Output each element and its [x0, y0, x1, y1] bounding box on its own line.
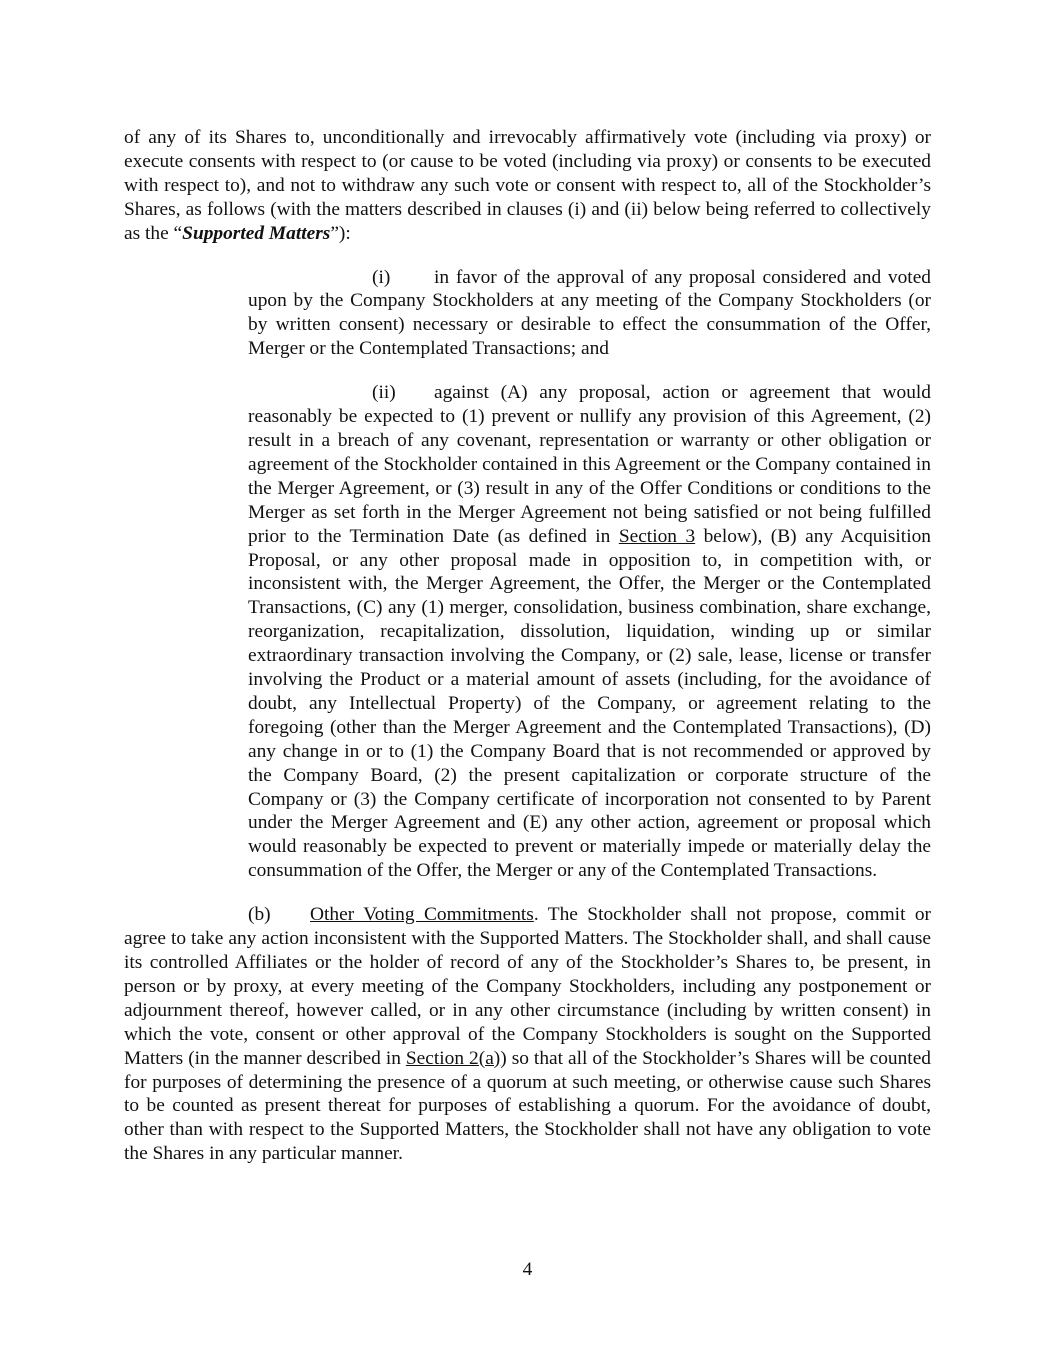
page-number: 4	[522, 1259, 533, 1280]
section-b-heading-punct: .	[533, 904, 539, 926]
clause-i-text: in favor of the approval of any proposal considered and voted upon by the Company Stockholders at any meeting of the Company Stockholders (or by written consent) necessary or desirable to effect the consummation of the Offer, Merger or the Contemplated Transactions; and	[248, 266, 931, 360]
section-b-number: (b)	[248, 904, 271, 926]
section-b-text-end: ) so that all of the Stockholder’s Shares will be counted for purposes of determining the presence of a quorum at such meeting, or otherwise cause such Shares to be counted as present thereat for purposes of establishing a quorum. For the avoidance of doubt, other than with respect to the Supported Matters, the Stockholder shall not have any obligation to vote the Shares in any particular manner.	[124, 1047, 931, 1165]
defined-term-supported-matters: Supported Matters	[182, 222, 331, 244]
clause-i	[248, 266, 931, 362]
document-page	[124, 126, 931, 1166]
clause-i-number: (i)	[372, 266, 391, 288]
section-b-text: The Stockholder shall not propose, commit or agree to take any action inconsistent with the Supported Matters. The Stockholder shall, and shall cause its controlled Affiliates or the holder of record of any of the Stockholder’s Shares to, be present, in person or by proxy, at every meeting of the Company Stockholders, including any postponement or adjournment thereof, however called, or in any other circumstance (including by written consent) in which the vote, consent or other approval of the Company Stockholders is sought on the Supported Matters (in the manner described in	[124, 904, 931, 1069]
clause-ii	[248, 381, 931, 883]
section-3-reference: Section 3	[618, 525, 696, 547]
intro-paragraph	[124, 126, 931, 246]
section-b-paragraph	[124, 903, 931, 1166]
intro-text: of any of its Shares to, unconditionally and irrevocably affirmatively vote (including via proxy) or execute consents with respect to (or cause to be voted (including via proxy) or consents to be executed with respect to), and not to withdraw any such vote or consent with respect to, all of the Stockholder’s Shares, as follows (with the matters described in clauses (i) and (ii) below being referred to collectively as the “	[124, 127, 931, 244]
section-b-heading: Other Voting Commitments	[310, 904, 534, 926]
intro-text-end: ”):	[330, 222, 351, 244]
clause-ii-text: against (A) any proposal, action or agreement that would reasonably be expected to (1) prevent or nullify any provision of this Agreement, (2) result in a breach of any covenant, representation or warranty or other obligation or agreement of the Stockholder contained in this Agreement or the Company contained in the Merger Agreement, or (3) result in any of the Offer Conditions or conditions to the Merger as set forth in the Merger Agreement not being satisfied or not being fulfilled prior to the Termination Date (as defined in	[248, 382, 931, 547]
clause-ii-text-end: below), (B) any Acquisition Proposal, or any other proposal made in opposition to, in competition with, or inconsistent with, the Merger Agreement, the Offer, the Merger or the Contemplated Transactions, (C) any (1) merger, consolidation, business combination, share exchange, reorganization, recapitalization, dissolution, liquidation, winding up or similar extraordinary transaction involving the Company, or (2) sale, lease, license or transfer involving the Product or a material amount of assets (including, for the avoidance of doubt, any Intellectual Property) of the Company, or agreement relating to the foregoing (other than the Merger Agreement and the Contemplated Transactions), (D) any change in or to (1) the Company Board that is not recommended or approved by the Company Board, (2) the present capitalization or corporate structure of the Company or (3) the Company certificate of incorporation not consented to by Parent under the Merger Agreement and (E) any other action, agreement or proposal which would reasonably be expected to prevent or materially impede or materially delay the consummation of the Offer, the Merger or any of the Contemplated Transactions.	[248, 525, 931, 882]
section-2a-reference: Section 2(a)	[405, 1047, 501, 1069]
clause-ii-number: (ii)	[372, 382, 396, 404]
